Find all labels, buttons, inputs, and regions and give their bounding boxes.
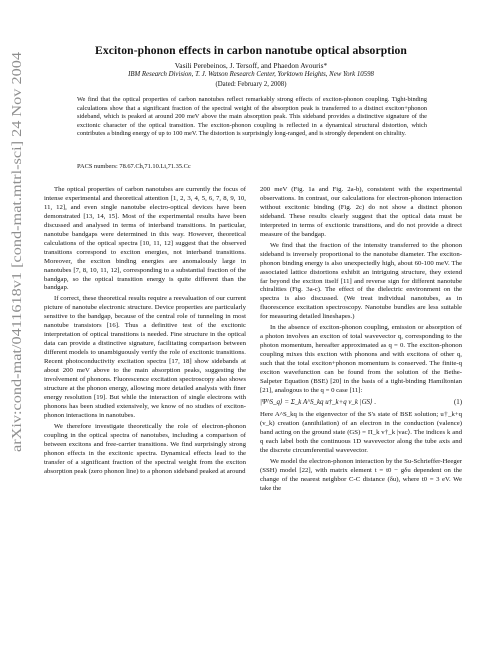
arxiv-identifier: arXiv:cond-mat/0411618v1 [cond-mat.mtrl-sci] 24 Nov 2004 [9, 119, 24, 452]
paper-title: Exciton-phonon effects in carbon nanotube optical absorption [95, 44, 407, 57]
equation-body: |Ψ^S_q⟩ = Σ_k A^S_kq u†_k+q v_k |GS⟩ . [260, 398, 377, 406]
intro-paragraph-1: The optical properties of carbon nanotubes are currently the focus of intense experimental and theoretical attention [1, 2, 3, 4, 5, 6, 7, 8, 9, 10, 11, 12], and even single nanotube electro-optical devices have been demonstrated [13, 14, 15]. Most of the experimental results have been discussed and analysed in terms of interband transitions. In particular, nanotube bandgaps were determined in this way. However, theoretical calculations of the optical spectra [10, 11, 12] suggest that the observed transitions correspond to exciton energies, not interband transitions. Moreover, the exciton binding energies are anomalously large in nanotubes [7, 8, 10, 11, 12], corresponding to a substantial fraction of the bandgap, so the optical transition energy is quite different than the bandgap. [44, 186, 246, 292]
body-paragraph-1: 200 meV (Fig. 1a and Fig. 2a-b), consistent with the experimental observations. In contrast, our calculations for electron-phonon interaction without excitonic binding (Fig. 2c) do not show a distinct phonon sideband. These results clearly suggest that the optical data must be interpreted in terms of excitonic transitions, and do not provide a direct measure of the bandgap. [260, 186, 462, 238]
body-paragraph-4: Here A^S_kq is the eigenvector of the S's state of BSE solution; u†_k+q (v_k) creation (annihilation) of an electron in the conduction (valence) band acting on the ground state (GS) = Π_k v†_k |vac⟩. The indices k and q each label both the continuous 1D wavevector along the tube axis and the discrete circumferential wavevector. [260, 410, 462, 454]
affiliation: IBM Research Division, T. J. Watson Research Center, Yorktown Heights, New York 10598 [128, 71, 374, 78]
intro-paragraph-2: If correct, these theoretical results require a reevaluation of our current picture of nanotube electronic structure. Device properties are particularly sensitive to the bandgap, because of the central role of tunneling in most nanotube transistors [16]. Thus a definitive test of the excitonic interpretation of optical transitions is needed. Fine structure in the optical data can provide a distinctive signature, facilitating comparison between different models to unambiguously verify the role of excitonic transitions. Recent photoconductivity excitation spectra [17, 18] show sidebands at about 200 meV above to the main absorption peaks, suggesting the involvement of phonons. Fluorescence excitation spectroscopy also shows structure at the phonon energy, allowing more detailed analysis with finer energy resolution [19]. But while the interaction of single electrons with phonons has been studied extensively, we know of no studies of exciton-phonon interactions in nanotubes. [44, 295, 246, 419]
body-paragraph-3: In the absence of exciton-phonon coupling, emission or absorption of a photon involves an exciton of total wavevector q, corresponding to the photon momentum, hereafter approximated as q = 0. The exciton-phonon coupling mixes this exciton with phonons and with excitons of other q, such that the total exciton+phonon momentum is conserved. The finite-q exciton wavefunction can be found from the solution of the Bethe-Salpeter Equation (BSE) [20] in the basis of a tight-binding Hamiltonian [21], analogous to the q = 0 case [11]: [260, 324, 462, 394]
author-list: Vasili Perebeinos, J. Tersoff, and Phaedon Avouris* [174, 61, 328, 70]
body-paragraph-5: We model the electron-phonon interaction by the Su-Schrieffer-Heeger (SSH) model [22], with matrix element t = t0 − gδu dependent on the change of the nearest neighbor C-C distance (δu), where t0 = 3 eV. We take the [260, 457, 462, 492]
pacs-numbers: PACS numbers: 78.67.Ch,71.10.Li,71.35.Cc [77, 163, 191, 170]
left-column [44, 186, 246, 479]
intro-paragraph-3: We therefore investigate theoretically the role of electron-phonon coupling in the optical spectra of nanotubes, including a comparison of between excitons and free-carrier transitions. We find surprisingly strong phonon effects in the excitonic spectra. Dynamical effects lead to the transfer of a significant fraction of the spectral weight from the exciton absorption peak (zero phonon line) to a phonon sideband peaked at around [44, 422, 246, 475]
equation-1 [260, 399, 462, 408]
right-column [260, 186, 462, 495]
abstract: We find that the optical properties of carbon nanotubes reflect remarkably strong effects of exciton-phonon coupling. Tight-binding calculations show that a significant fraction of the spectral weight of the absorption peak is transferred to a distinct exciton+phonon sideband, which is peaked at around 200 meV above the main absorption peak. This sideband provides a distinctive signature of the excitonic character of the optical transition. The exciton-phonon coupling is reflected in a dynamical structural distortion, which contributes a binding energy of up to 100 meV. The distortion is surprisingly long-ranged, and is strongly dependent on chirality. [77, 96, 427, 137]
body-paragraph-2: We find that the fraction of the intensity transferred to the phonon sideband is inversely proportional to the nanotube diameter. The exciton-phonon binding energy is also unexpectedly high, about 60-100 meV. The associated lattice distortions exhibit an intriguing structure, they extend far beyond the exciton itself [11] and reverse sign for different nanotube chiralities (Fig. 3a-c). The effect of the dielectric environment on the spectra is also discussed. (We treat individual nanotubes, as in fluorescence excitation spectroscopy. Nanotube bundles are less suitable for measuring detailed lineshapes.) [260, 241, 462, 321]
equation-number: (1) [453, 398, 462, 406]
dated-line: (Dated: February 2, 2008) [215, 81, 287, 88]
arxiv-stamp [6, 40, 26, 460]
